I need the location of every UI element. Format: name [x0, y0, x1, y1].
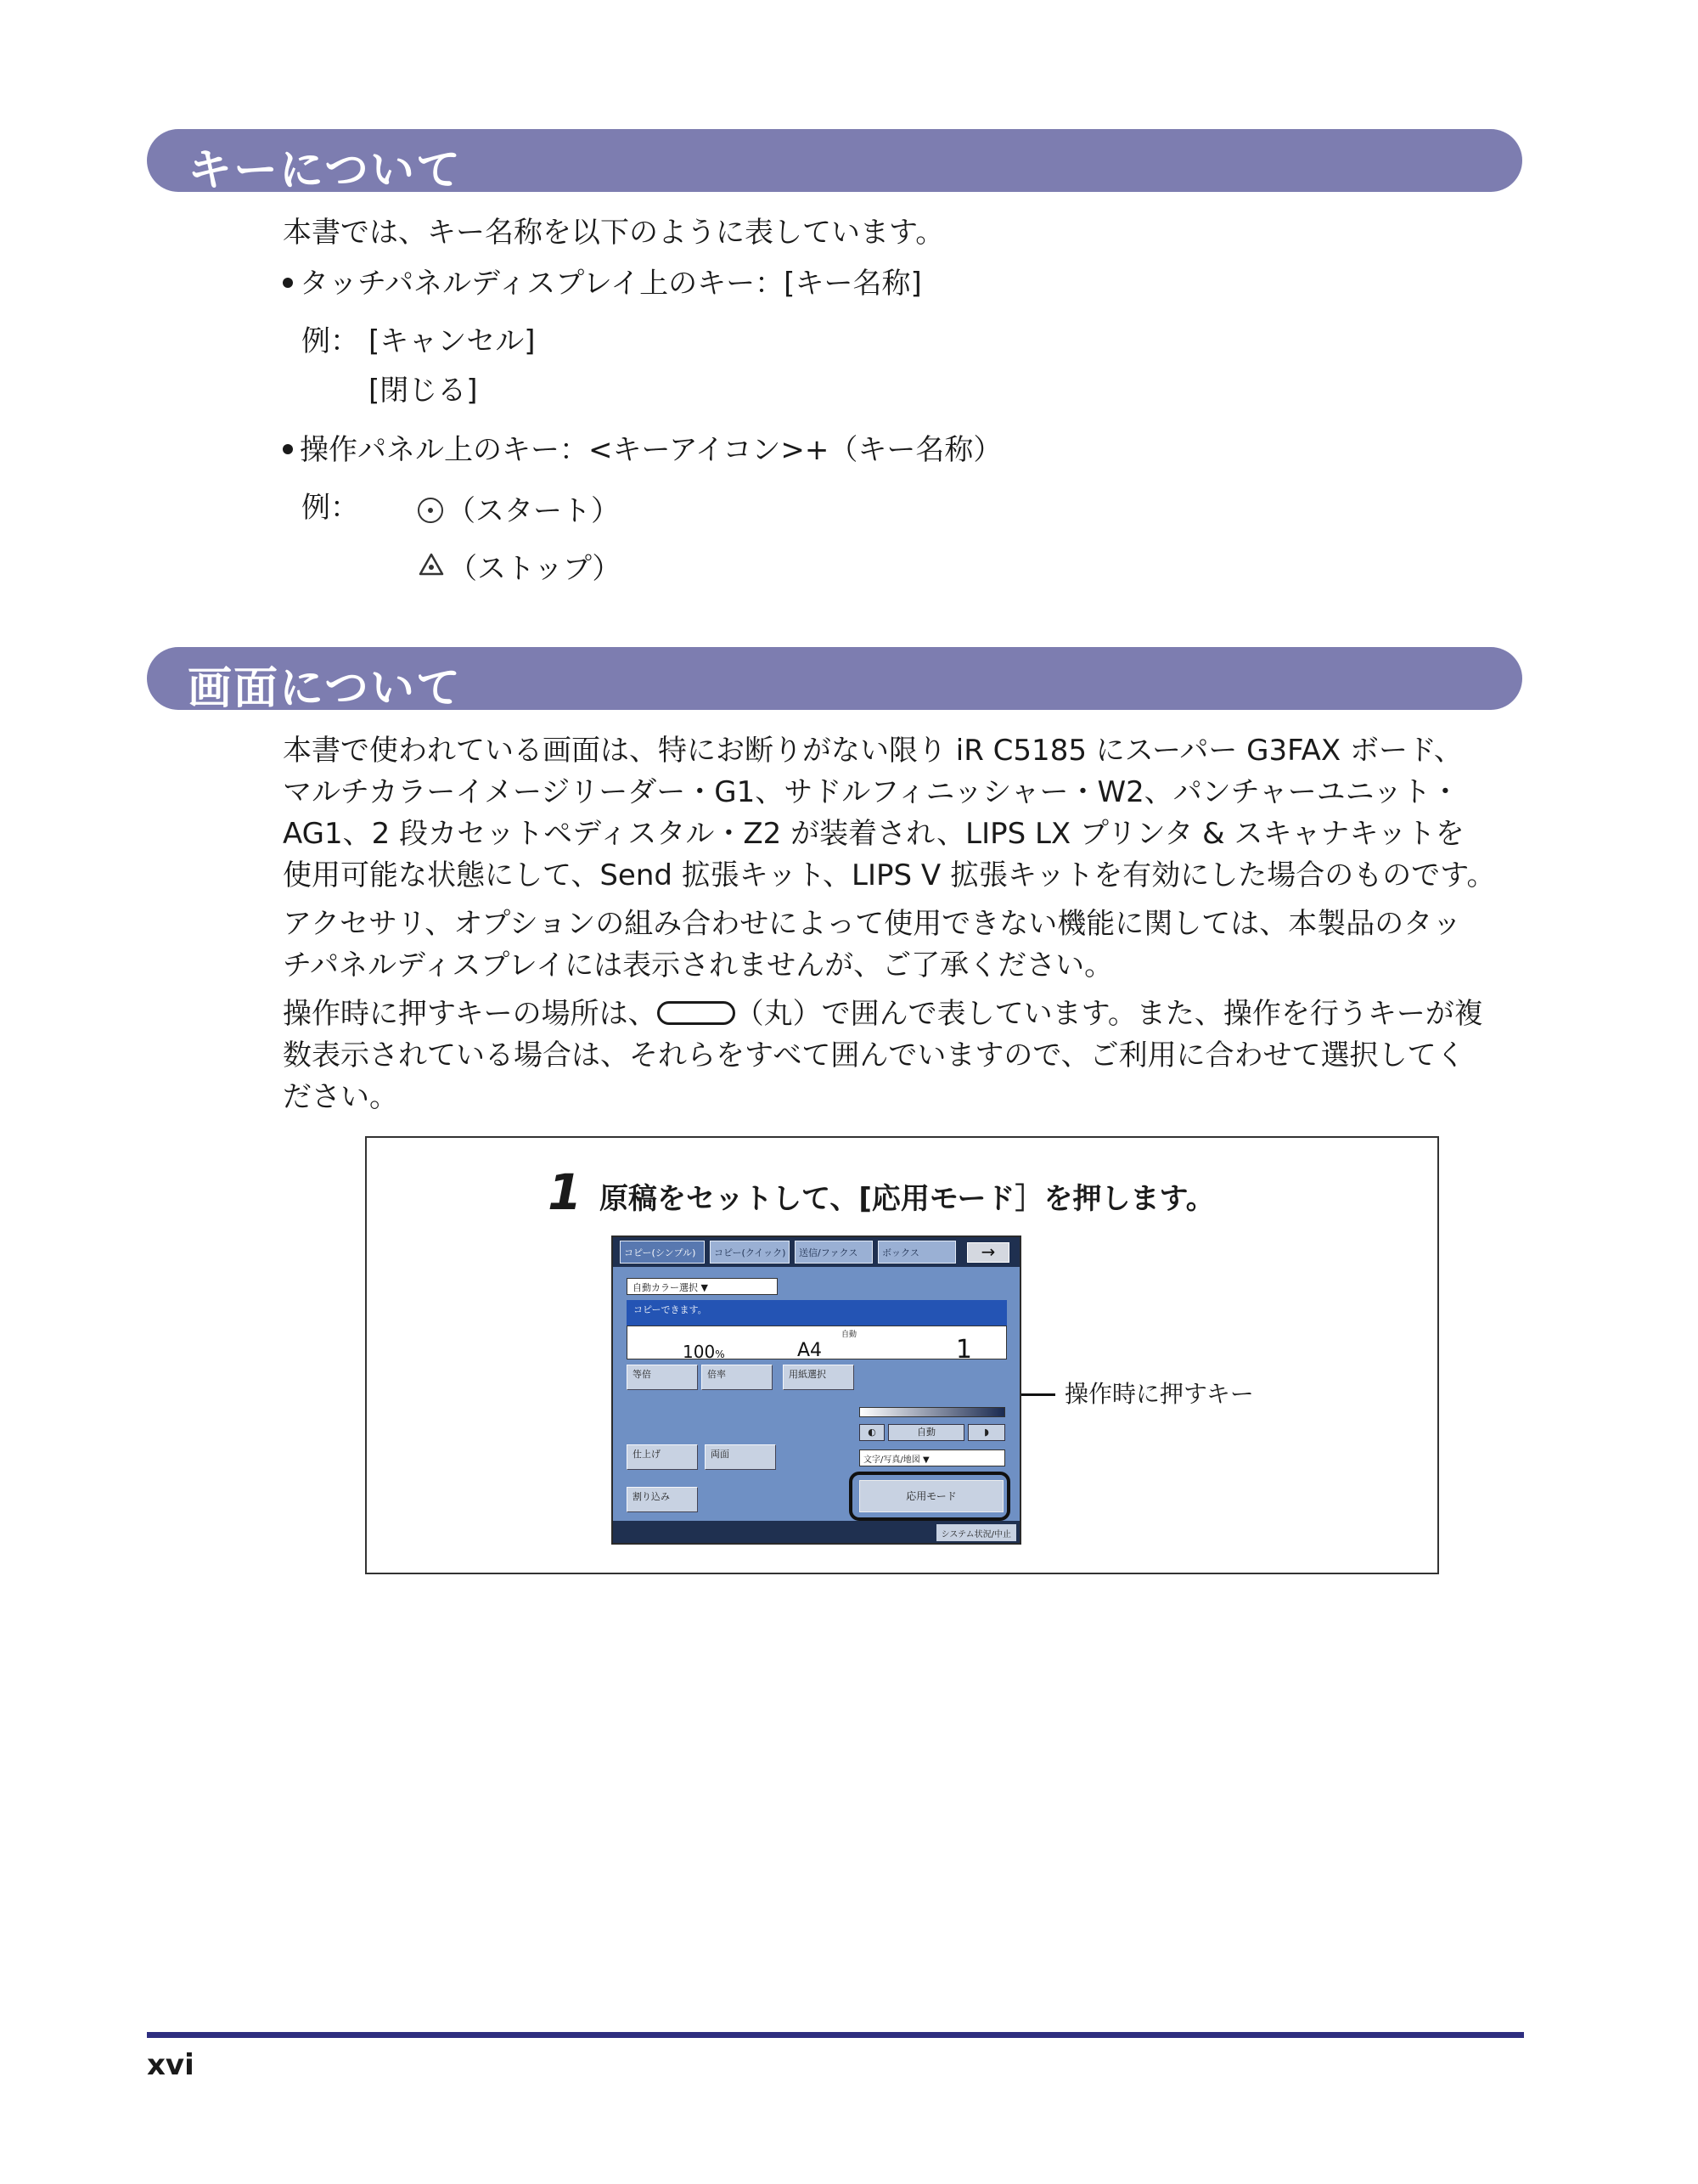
- section-header-screen: [147, 647, 1522, 714]
- paragraph-line: [283, 993, 1522, 1035]
- copy-count: 1: [955, 1335, 972, 1365]
- original-type-value: 文字/写真/地図: [863, 1455, 920, 1465]
- bullet-touch-panel: [283, 263, 922, 304]
- system-monitor-button[interactable]: システム状況/中止: [936, 1524, 1016, 1541]
- bullet-control-panel-text: 操作パネル上のキー：<キーアイコン>+（キー名称）: [300, 433, 1003, 467]
- stop-key-icon: [418, 548, 445, 588]
- paper-size: A4: [797, 1340, 823, 1361]
- color-select-dropdown[interactable]: [627, 1278, 778, 1295]
- tab-send-fax[interactable]: 送信/ファクス: [795, 1241, 873, 1264]
- rounded-frame-icon: [657, 1001, 735, 1025]
- step-number: 1: [548, 1163, 582, 1221]
- callout-leader-line: [1021, 1393, 1055, 1396]
- example-stop-text: （ストップ）: [448, 552, 621, 586]
- paragraph-line: AG1、2 段カセットペディスタル・Z2 が装着され、LIPS LX プリンタ & スキャナキットを: [283, 817, 1465, 851]
- touch-panel-screenshot: [611, 1236, 1021, 1545]
- color-select-value: 自動カラー選択: [633, 1282, 698, 1293]
- bullet-touch-panel-text: タッチパネルディスプレイ上のキー：[キー名称]: [300, 267, 922, 301]
- density-lighter-button[interactable]: ◐: [859, 1424, 885, 1441]
- zoom-unit: %: [715, 1348, 725, 1360]
- same-size-button[interactable]: 等倍: [627, 1365, 698, 1390]
- footer-rule: [147, 2032, 1524, 2038]
- status-message: コピーできます。: [627, 1300, 1007, 1326]
- screen-paragraph-2: [283, 903, 1522, 987]
- density-slider[interactable]: [859, 1407, 1005, 1417]
- zoom-value: 100: [683, 1342, 716, 1362]
- keys-intro: 本書では、キー名称を以下のように表しています。: [283, 216, 945, 250]
- paragraph-text: （丸）で囲んで表しています。また、操作を行うキーが複: [734, 997, 1483, 1031]
- example-label-1: 例：: [301, 324, 359, 358]
- next-arrow-button[interactable]: →: [967, 1242, 1009, 1263]
- paragraph-line: マルチカラーイメージリーダー・G1、サドルフィニッシャー・W2、パンチャーユニット・: [283, 775, 1460, 809]
- example-stop: [418, 549, 621, 591]
- screen-paragraph-3: [283, 993, 1522, 1118]
- density-auto-button[interactable]: 自動: [888, 1424, 964, 1441]
- paper-display: [797, 1340, 822, 1361]
- two-sided-button[interactable]: 両面: [705, 1444, 776, 1470]
- example-start-text: （スタート）: [447, 494, 620, 528]
- advanced-mode-button[interactable]: 応用モード: [859, 1480, 1004, 1512]
- section-header-keys: [147, 129, 1522, 196]
- finishing-button[interactable]: 仕上げ: [627, 1444, 698, 1470]
- step-instruction: 原稿をセットして、[応用モード］を押します。: [599, 1182, 1215, 1216]
- paragraph-text: 操作時に押すキーの場所は、: [283, 997, 657, 1031]
- paragraph-line: ださい。: [283, 1080, 398, 1114]
- start-key-icon: [418, 498, 443, 523]
- bullet-icon: [283, 278, 293, 288]
- paper-mode: 自動: [841, 1331, 857, 1339]
- settings-display: [627, 1326, 1007, 1365]
- zoom-display: [683, 1342, 725, 1362]
- paragraph-line: 本書で使われている画面は、特にお断りがない限り iR C5185 にスーパー G3FAX ボード、: [283, 734, 1463, 768]
- example-start: [418, 491, 620, 532]
- density-darker-button[interactable]: ◗: [968, 1424, 1005, 1441]
- paragraph-line: 使用可能な状態にして、Send 拡張キット、LIPS V 拡張キットを有効にした場合のものです。: [283, 858, 1496, 892]
- paragraph-line: 数表示されている場合は、それらをすべて囲んでいますので、ご利用に合わせて選択してく: [283, 1039, 1465, 1072]
- bullet-control-panel: [283, 430, 1002, 470]
- paragraph-line: アクセサリ、オプションの組み合わせによって使用できない機能に関しては、本製品のタッ: [283, 907, 1462, 941]
- page-number: xvi: [147, 2048, 194, 2082]
- example-cancel: [キャンセル]: [368, 324, 536, 358]
- tab-copy-simple[interactable]: コピー(シンプル): [620, 1241, 705, 1264]
- paragraph-line: チパネルディスプレイには表示されませんが、ご了承ください。: [283, 948, 1114, 982]
- bullet-icon: [283, 444, 293, 454]
- ratio-button[interactable]: 倍率: [701, 1365, 773, 1390]
- tab-box[interactable]: ボックス: [878, 1241, 956, 1264]
- example-label-2: 例：: [301, 491, 359, 525]
- section-title-keys: キーについて: [188, 145, 462, 196]
- original-type-select[interactable]: [859, 1449, 1005, 1466]
- callout-label: 操作時に押すキー: [1065, 1380, 1254, 1408]
- example-close: [閉じる]: [368, 374, 478, 408]
- chevron-down-icon: ▼: [922, 1455, 930, 1465]
- screen-paragraph-1: [283, 730, 1522, 897]
- paper-select-button[interactable]: 用紙選択: [783, 1365, 854, 1390]
- chevron-down-icon: ▼: [700, 1282, 708, 1293]
- section-title-screen: 画面について: [188, 663, 462, 714]
- interrupt-button[interactable]: 割り込み: [627, 1487, 698, 1512]
- tab-copy-quick[interactable]: コピー(クイック): [710, 1241, 790, 1264]
